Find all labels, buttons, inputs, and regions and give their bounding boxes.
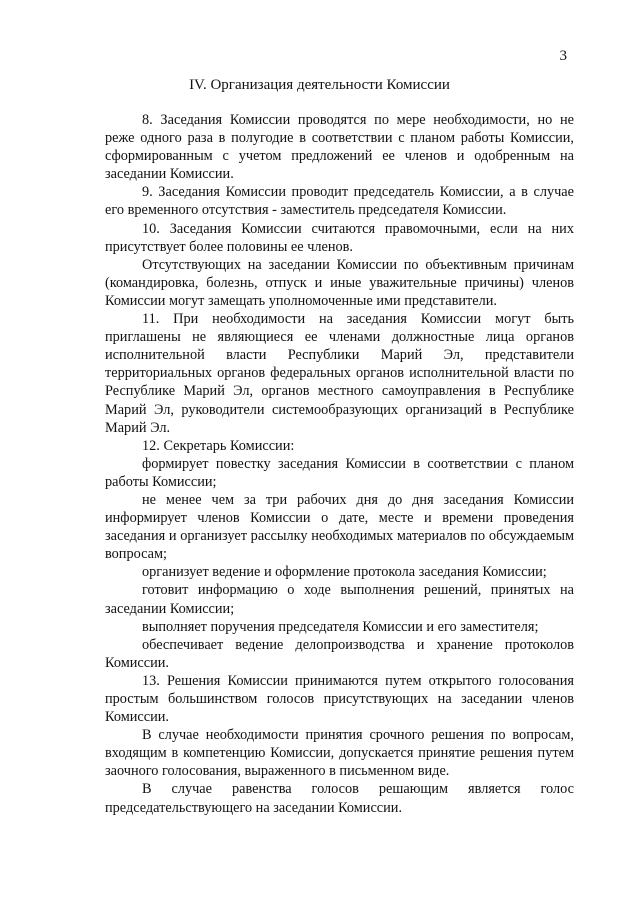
secretary-duty-report: готовит информацию о ходе выполнения решений, принятых на заседании Комиссии;	[105, 582, 574, 617]
secretary-duty-instructions: выполняет поручения председателя Комиссии и его заместителя;	[142, 618, 539, 635]
paragraph-13: 13. Решения Комиссии принимаются путем открытого голосования простым большинством голосов присутствующих на заседании членов Комиссии.	[105, 672, 574, 726]
section-heading: IV. Организация деятельности Комиссии	[189, 77, 450, 93]
document-body	[105, 111, 574, 817]
secretary-duty-notify: не менее чем за три рабочих дня до дня заседания Комиссии информирует членов Комиссии о дате, месте и времени проведения заседания и организует рассылку необходимых материалов по обсуждаемым вопросам;	[105, 491, 574, 563]
paragraph-10: 10. Заседания Комиссии считаются правомочными, если на них присутствует более половины ее членов.	[105, 220, 574, 255]
page-number: 3	[559, 48, 567, 64]
paragraph-11: 11. При необходимости на заседания Комиссии могут быть приглашены не являющиеся ее членами должностные лица органов исполнительной власти Республики Марий Эл, представители территориальных органов федеральных органов исполнительной власти по Республике Марий Эл, органов местного самоуправления в Республике Марий Эл, руководители системообразующих организаций в Республике Марий Эл.	[105, 311, 574, 436]
paragraph-tie-vote: В случае равенства голосов решающим является голос председательствующего на заседании Комиссии.	[105, 781, 574, 816]
paragraph-12: 12. Секретарь Комиссии:	[142, 437, 295, 454]
secretary-duty-agenda: формирует повестку заседания Комиссии в соответствии с планом работы Комиссии;	[105, 455, 574, 490]
paragraph-9: 9. Заседания Комиссии проводит председатель Комиссии, а в случае его временного отсутствия - заместитель председателя Комиссии.	[105, 184, 574, 219]
secretary-duty-records: обеспечивает ведение делопроизводства и хранение протоколов Комиссии.	[105, 636, 574, 671]
secretary-duty-protocol: организует ведение и оформление протокола заседания Комиссии;	[142, 564, 547, 581]
paragraph-urgent-decision: В случае необходимости принятия срочного решения по вопросам, входящим в компетенцию Комиссии, допускается принятие решения путем заочного голосования, выраженного в письменном виде.	[105, 727, 574, 780]
paragraph-absent-members: Отсутствующих на заседании Комиссии по объективным причинам (командировка, болезнь, отпуск и иные уважительные причины) членов Комиссии могут замещать уполномоченные ими представители.	[105, 256, 574, 309]
paragraph-8: 8. Заседания Комиссии проводятся по мере необходимости, но не реже одного раза в полугодие в соответствии с планом работы Комиссии, сформированным с учетом предложений ее членов и одобренным на заседании Комиссии.	[105, 112, 574, 183]
